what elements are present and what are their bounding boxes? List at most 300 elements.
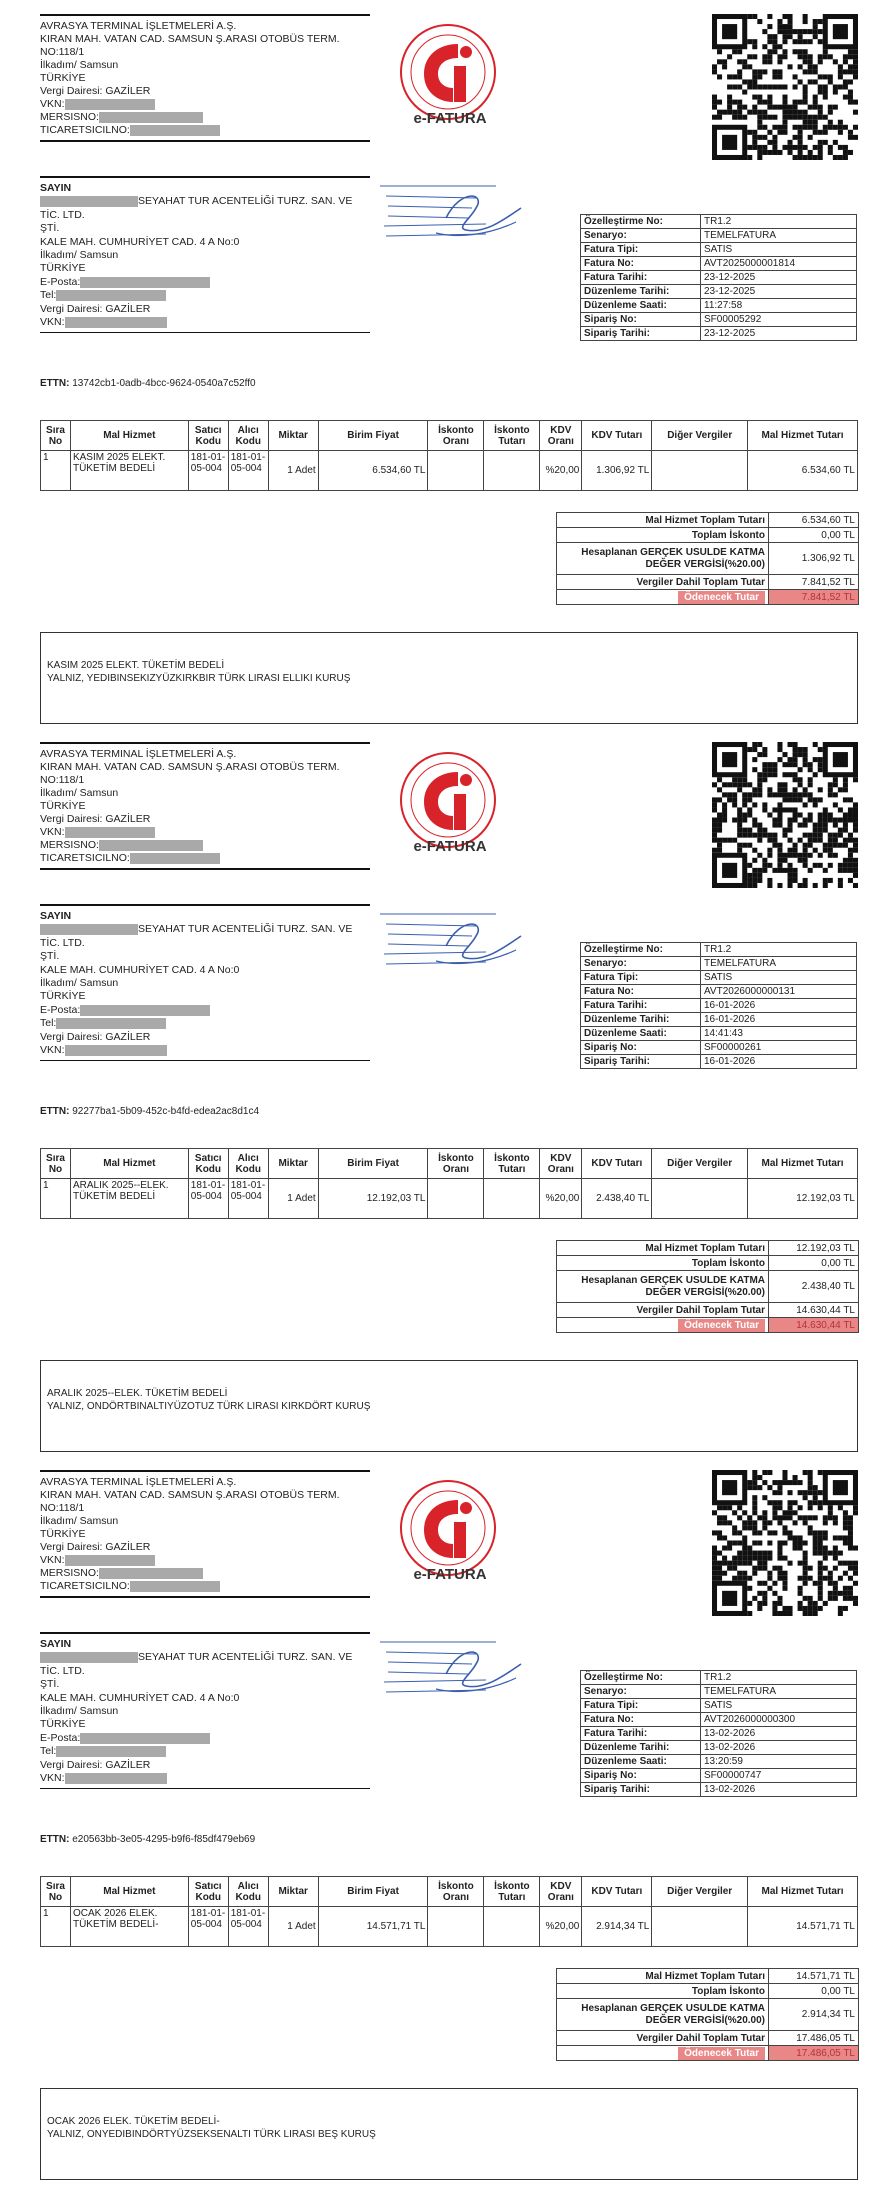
buyer-address: KALE MAH. CUMHURİYET CAD. 4 A No:0 [40, 1691, 240, 1704]
cell-mal-hizmet-tutari: 14.571,71 TL [748, 1907, 858, 1947]
redaction [99, 112, 203, 123]
buyer-name: SEYAHAT TUR ACENTELİĞİ TURZ. SAN. VE TİC. LTD. [40, 195, 353, 221]
invoice-meta-table [580, 214, 857, 341]
buyer-block [40, 1632, 370, 1789]
seller-ticaret-label: TICARETSICILNO: [40, 124, 130, 136]
buyer-vkn-label: VKN: [40, 316, 65, 329]
total-value: 6.534,60 TL [769, 513, 859, 528]
cell-iskonto-orani [428, 1179, 484, 1219]
seller-block [40, 14, 370, 142]
meta-key: Düzenleme Tarihi: [581, 285, 701, 299]
meta-value: 23-12-2025 [701, 285, 857, 299]
cell-mal-hizmet: OCAK 2026 ELEK. TÜKETİM BEDELİ- [70, 1907, 188, 1947]
seller-name: AVRASYA TERMINAL İŞLETMELERİ A.Ş. [40, 20, 237, 32]
meta-key: Senaryo: [581, 1685, 701, 1699]
buyer-block [40, 904, 370, 1061]
cell-iskonto-orani [428, 451, 484, 491]
buyer-country: TÜRKİYE [40, 262, 86, 275]
seller-country: TÜRKİYE [40, 72, 86, 84]
total-label: Mal Hizmet Toplam Tutarı [557, 513, 769, 528]
meta-row [581, 985, 857, 999]
meta-value: SF00000261 [701, 1041, 857, 1055]
column-header: Alıcı Kodu [228, 421, 268, 451]
buyer-city: İlkadım/ Samsun [40, 1705, 119, 1718]
total-value: 0,00 TL [769, 528, 859, 543]
column-header: Satıcı Kodu [188, 1877, 228, 1907]
redaction [65, 1555, 155, 1566]
column-header: İskonto Oranı [428, 1149, 484, 1179]
buyer-name: SEYAHAT TUR ACENTELİĞİ TURZ. SAN. VE TİC. LTD. [40, 1651, 353, 1677]
column-header: İskonto Oranı [428, 1877, 484, 1907]
meta-value: SATIS [701, 971, 857, 985]
redaction [56, 1018, 166, 1029]
items-header-row [41, 421, 858, 451]
qr-code-icon [712, 1470, 858, 1616]
invoice [0, 1456, 894, 2184]
redaction [65, 317, 167, 328]
cell-mal-hizmet: KASIM 2025 ELEKT. TÜKETİM BEDELİ [70, 451, 188, 491]
meta-value: SF00000747 [701, 1769, 857, 1783]
buyer-tax-office: Vergi Dairesi: GAZİLER [40, 1030, 151, 1043]
meta-key: Sipariş No: [581, 313, 701, 327]
meta-key: Fatura No: [581, 257, 701, 271]
totals-row [557, 1318, 859, 1333]
meta-row [581, 285, 857, 299]
buyer-name: SEYAHAT TUR ACENTELİĞİ TURZ. SAN. VE TİC. LTD. [40, 923, 353, 949]
redaction [80, 1005, 210, 1016]
buyer-vkn-label: VKN: [40, 1044, 65, 1057]
column-header: Sıra No [41, 421, 71, 451]
cell-satici-kodu: 181-01-05-004 [188, 1907, 228, 1947]
cell-kdv-tutari: 2.914,34 TL [582, 1907, 652, 1947]
invoice-meta-table [580, 942, 857, 1069]
totals-row [557, 1271, 859, 1303]
column-header: Diğer Vergiler [652, 1877, 748, 1907]
cell-kdv-tutari: 2.438,40 TL [582, 1179, 652, 1219]
buyer-block [40, 176, 370, 333]
column-header: Sıra No [41, 1877, 71, 1907]
meta-value: 13:20:59 [701, 1755, 857, 1769]
totals-row [557, 513, 859, 528]
items-table [40, 1876, 858, 1947]
cell-birim-fiyat: 6.534,60 TL [318, 451, 428, 491]
meta-value: 23-12-2025 [701, 271, 857, 285]
meta-key: Fatura Tarihi: [581, 271, 701, 285]
meta-key: Fatura Tarihi: [581, 999, 701, 1013]
total-value: 14.630,44 TL [769, 1318, 859, 1333]
meta-row [581, 243, 857, 257]
gib-logo-icon [398, 750, 498, 850]
column-header: KDV Oranı [540, 1149, 582, 1179]
column-header: Miktar [268, 421, 318, 451]
total-value: 17.486,05 TL [769, 2046, 859, 2061]
meta-key: Fatura Tipi: [581, 243, 701, 257]
meta-value: TR1.2 [701, 943, 857, 957]
column-header: Birim Fiyat [318, 421, 428, 451]
invoice [0, 728, 894, 1456]
qr-code-icon [712, 14, 858, 160]
total-value: 14.571,71 TL [769, 1969, 859, 1984]
column-header: Sıra No [41, 1149, 71, 1179]
invoice [0, 0, 894, 728]
meta-value: SATIS [701, 1699, 857, 1713]
total-label: Toplam İskonto [557, 1984, 769, 1999]
meta-row [581, 999, 857, 1013]
seller-mersis-label: MERSISNO: [40, 111, 99, 123]
meta-row [581, 215, 857, 229]
table-row [41, 451, 858, 491]
cell-miktar: 1 Adet [268, 451, 318, 491]
buyer-sayin: SAYIN [40, 1638, 72, 1650]
meta-value: TEMELFATURA [701, 1685, 857, 1699]
redaction [80, 277, 210, 288]
column-header: Alıcı Kodu [228, 1877, 268, 1907]
column-header: KDV Oranı [540, 421, 582, 451]
meta-row [581, 1769, 857, 1783]
company-stamp-icon [376, 178, 526, 258]
meta-key: Sipariş No: [581, 1769, 701, 1783]
meta-value: AVT2026000000131 [701, 985, 857, 999]
meta-row [581, 271, 857, 285]
buyer-city: İlkadım/ Samsun [40, 249, 119, 262]
note-box [40, 632, 858, 724]
ettn-line [40, 378, 256, 389]
buyer-tel-label: Tel: [40, 289, 57, 302]
items-header-row [41, 1149, 858, 1179]
totals-row [557, 2031, 859, 2046]
cell-kdv-orani: %20,00 [540, 1907, 582, 1947]
meta-row [581, 1741, 857, 1755]
total-label: Hesaplanan GERÇEK USULDE KATMA DEĞER VERGİSİ(%20.00) [557, 543, 769, 575]
seller-ticaret-label: TICARETSICILNO: [40, 852, 130, 864]
buyer-email-label: E-Posta: [40, 1003, 81, 1016]
seller-tax-office: Vergi Dairesi: GAZİLER [40, 813, 151, 825]
seller-city: İlkadım/ Samsun [40, 1515, 119, 1527]
efatura-title: e-FATURA [413, 1566, 487, 1583]
cell-iskonto-tutari [484, 451, 540, 491]
redaction [56, 290, 166, 301]
cell-sira: 1 [41, 1907, 71, 1947]
ettn-value: 92277ba1-5b09-452c-b4fd-edea2ac8d1c4 [72, 1106, 260, 1117]
redaction [99, 1568, 203, 1579]
total-label: Mal Hizmet Toplam Tutarı [557, 1241, 769, 1256]
column-header: Miktar [268, 1877, 318, 1907]
meta-value: 16-01-2026 [701, 1013, 857, 1027]
note-box [40, 2088, 858, 2180]
cell-iskonto-tutari [484, 1907, 540, 1947]
meta-row [581, 257, 857, 271]
meta-key: Fatura Tarihi: [581, 1727, 701, 1741]
cell-iskonto-tutari [484, 1179, 540, 1219]
seller-city: İlkadım/ Samsun [40, 59, 119, 71]
buyer-email-label: E-Posta: [40, 1731, 81, 1744]
seller-vkn-label: VKN: [40, 1554, 65, 1566]
totals-table [556, 1240, 859, 1333]
totals-row [557, 543, 859, 575]
note-line: KASIM 2025 ELEKT. TÜKETİM BEDELİ [47, 660, 225, 671]
column-header: Mal Hizmet Tutarı [748, 421, 858, 451]
seller-mersis-label: MERSISNO: [40, 1567, 99, 1579]
buyer-name-2: ŞTİ. [40, 950, 60, 963]
column-header: Alıcı Kodu [228, 1149, 268, 1179]
total-value: 17.486,05 TL [769, 2031, 859, 2046]
gib-logo-icon [398, 1478, 498, 1578]
meta-key: Fatura No: [581, 1713, 701, 1727]
seller-country: TÜRKİYE [40, 800, 86, 812]
total-label: Ödenecek Tutar [678, 1319, 765, 1332]
meta-row [581, 327, 857, 341]
buyer-vkn-label: VKN: [40, 1772, 65, 1785]
meta-value: 11:27:58 [701, 299, 857, 313]
seller-tax-office: Vergi Dairesi: GAZİLER [40, 1541, 151, 1553]
column-header: Satıcı Kodu [188, 1149, 228, 1179]
totals-row [557, 1969, 859, 1984]
ettn-label: ETTN: [40, 1106, 70, 1117]
meta-key: Düzenleme Saati: [581, 1027, 701, 1041]
total-label: Hesaplanan GERÇEK USULDE KATMA DEĞER VERGİSİ(%20.00) [557, 1271, 769, 1303]
note-line: ARALIK 2025--ELEK. TÜKETİM BEDELİ [47, 1388, 228, 1399]
meta-row [581, 957, 857, 971]
seller-block [40, 742, 370, 870]
seller-vkn-label: VKN: [40, 826, 65, 838]
meta-key: Özelleştirme No: [581, 1671, 701, 1685]
column-header: İskonto Tutarı [484, 1877, 540, 1907]
meta-value: 13-02-2026 [701, 1783, 857, 1797]
ettn-value: 13742cb1-0adb-4bcc-9624-0540a7c52ff0 [72, 378, 256, 389]
column-header: İskonto Oranı [428, 421, 484, 451]
meta-key: Düzenleme Saati: [581, 299, 701, 313]
meta-row [581, 1041, 857, 1055]
total-label: Vergiler Dahil Toplam Tutar [557, 575, 769, 590]
meta-value: AVT2025000001814 [701, 257, 857, 271]
redaction [56, 1746, 166, 1757]
meta-key: Senaryo: [581, 229, 701, 243]
ettn-label: ETTN: [40, 378, 70, 389]
seller-name: AVRASYA TERMINAL İŞLETMELERİ A.Ş. [40, 1476, 237, 1488]
table-row [41, 1179, 858, 1219]
redaction [40, 924, 138, 935]
meta-row [581, 313, 857, 327]
cell-kdv-orani: %20,00 [540, 1179, 582, 1219]
seller-country: TÜRKİYE [40, 1528, 86, 1540]
meta-value: 23-12-2025 [701, 327, 857, 341]
meta-row [581, 1027, 857, 1041]
total-value: 1.306,92 TL [769, 543, 859, 575]
gib-logo-icon [398, 22, 498, 122]
total-label: Ödenecek Tutar [678, 591, 765, 604]
meta-value: 16-01-2026 [701, 999, 857, 1013]
buyer-country: TÜRKİYE [40, 1718, 86, 1731]
efatura-title: e-FATURA [413, 110, 487, 127]
buyer-address: KALE MAH. CUMHURİYET CAD. 4 A No:0 [40, 963, 240, 976]
seller-address: KIRAN MAH. VATAN CAD. SAMSUN Ş.ARASI OTOBÜS TERM. [40, 761, 340, 773]
seller-mersis-label: MERSISNO: [40, 839, 99, 851]
column-header: Mal Hizmet [70, 421, 188, 451]
cell-diger-vergiler [652, 1179, 748, 1219]
items-table [40, 420, 858, 491]
seller-city: İlkadım/ Samsun [40, 787, 119, 799]
total-label: Vergiler Dahil Toplam Tutar [557, 1303, 769, 1318]
column-header: KDV Tutarı [582, 421, 652, 451]
total-label: Mal Hizmet Toplam Tutarı [557, 1969, 769, 1984]
total-value: 0,00 TL [769, 1256, 859, 1271]
cell-birim-fiyat: 14.571,71 TL [318, 1907, 428, 1947]
ettn-line [40, 1106, 259, 1117]
total-value: 7.841,52 TL [769, 575, 859, 590]
meta-value: TR1.2 [701, 1671, 857, 1685]
buyer-tel-label: Tel: [40, 1745, 57, 1758]
seller-tax-office: Vergi Dairesi: GAZİLER [40, 85, 151, 97]
seller-address: KIRAN MAH. VATAN CAD. SAMSUN Ş.ARASI OTOBÜS TERM. [40, 1489, 340, 1501]
cell-birim-fiyat: 12.192,03 TL [318, 1179, 428, 1219]
column-header: Birim Fiyat [318, 1149, 428, 1179]
meta-row [581, 1013, 857, 1027]
totals-row [557, 528, 859, 543]
meta-value: SF00005292 [701, 313, 857, 327]
seller-address-2: NO:118/1 [40, 774, 85, 786]
buyer-name-2: ŞTİ. [40, 1678, 60, 1691]
column-header: KDV Tutarı [582, 1877, 652, 1907]
totals-row [557, 1241, 859, 1256]
column-header: KDV Tutarı [582, 1149, 652, 1179]
buyer-email-label: E-Posta: [40, 275, 81, 288]
meta-value: TEMELFATURA [701, 229, 857, 243]
redaction [65, 1773, 167, 1784]
redaction [130, 125, 220, 136]
meta-key: Sipariş No: [581, 1041, 701, 1055]
column-header: Birim Fiyat [318, 1877, 428, 1907]
totals-table [556, 1968, 859, 2061]
redaction [130, 1581, 220, 1592]
total-label: Hesaplanan GERÇEK USULDE KATMA DEĞER VERGİSİ(%20.00) [557, 1999, 769, 2031]
cell-miktar: 1 Adet [268, 1179, 318, 1219]
total-label: Vergiler Dahil Toplam Tutar [557, 2031, 769, 2046]
cell-alici-kodu: 181-01-05-004 [228, 451, 268, 491]
column-header: Satıcı Kodu [188, 421, 228, 451]
table-row [41, 1907, 858, 1947]
totals-row [557, 575, 859, 590]
redaction [65, 1045, 167, 1056]
company-stamp-icon [376, 906, 526, 986]
totals-table [556, 512, 859, 605]
ettn-label: ETTN: [40, 1834, 70, 1845]
cell-diger-vergiler [652, 451, 748, 491]
column-header: İskonto Tutarı [484, 421, 540, 451]
redaction [130, 853, 220, 864]
meta-row [581, 1713, 857, 1727]
seller-address: KIRAN MAH. VATAN CAD. SAMSUN Ş.ARASI OTOBÜS TERM. [40, 33, 340, 45]
totals-row [557, 1256, 859, 1271]
meta-key: Düzenleme Tarihi: [581, 1013, 701, 1027]
total-label: Toplam İskonto [557, 528, 769, 543]
column-header: Diğer Vergiler [652, 1149, 748, 1179]
ettn-line [40, 1834, 255, 1845]
meta-value: TR1.2 [701, 215, 857, 229]
meta-key: Sipariş Tarihi: [581, 327, 701, 341]
buyer-tax-office: Vergi Dairesi: GAZİLER [40, 1758, 151, 1771]
totals-row [557, 2046, 859, 2061]
meta-row [581, 1783, 857, 1797]
redaction [99, 840, 203, 851]
meta-key: Sipariş Tarihi: [581, 1783, 701, 1797]
meta-value: 14:41:43 [701, 1027, 857, 1041]
meta-row [581, 971, 857, 985]
note-line: OCAK 2026 ELEK. TÜKETİM BEDELİ- [47, 2116, 220, 2127]
total-label: Toplam İskonto [557, 1256, 769, 1271]
meta-key: Senaryo: [581, 957, 701, 971]
items-table [40, 1148, 858, 1219]
meta-row [581, 943, 857, 957]
buyer-tax-office: Vergi Dairesi: GAZİLER [40, 302, 151, 315]
seller-ticaret-label: TICARETSICILNO: [40, 1580, 130, 1592]
meta-row [581, 229, 857, 243]
note-amount-words: YALNIZ, ONDÖRTBINALTIYÜZOTUZ TÜRK LIRASI KIRKDÖRT KURUŞ [47, 1401, 371, 1412]
buyer-sayin: SAYIN [40, 182, 72, 194]
cell-kdv-orani: %20,00 [540, 451, 582, 491]
cell-satici-kodu: 181-01-05-004 [188, 1179, 228, 1219]
invoice-meta-table [580, 1670, 857, 1797]
seller-address-2: NO:118/1 [40, 1502, 85, 1514]
column-header: İskonto Tutarı [484, 1149, 540, 1179]
total-value: 2.914,34 TL [769, 1999, 859, 2031]
qr-code-icon [712, 742, 858, 888]
seller-vkn-label: VKN: [40, 98, 65, 110]
buyer-address: KALE MAH. CUMHURİYET CAD. 4 A No:0 [40, 235, 240, 248]
totals-row [557, 1303, 859, 1318]
meta-value: 13-02-2026 [701, 1727, 857, 1741]
cell-sira: 1 [41, 1179, 71, 1219]
meta-key: Fatura No: [581, 985, 701, 999]
totals-row [557, 1999, 859, 2031]
ettn-value: e20563bb-3e05-4295-b9f6-f85df479eb69 [72, 1834, 256, 1845]
buyer-city: İlkadım/ Samsun [40, 977, 119, 990]
seller-block [40, 1470, 370, 1598]
buyer-country: TÜRKİYE [40, 990, 86, 1003]
buyer-tel-label: Tel: [40, 1017, 57, 1030]
column-header: Diğer Vergiler [652, 421, 748, 451]
seller-name: AVRASYA TERMINAL İŞLETMELERİ A.Ş. [40, 748, 237, 760]
redaction [40, 196, 138, 207]
note-box [40, 1360, 858, 1452]
items-header-row [41, 1877, 858, 1907]
note-amount-words: YALNIZ, YEDIBINSEKIZYÜZKIRKBIR TÜRK LIRASI ELLIKI KURUŞ [47, 673, 351, 684]
redaction [80, 1733, 210, 1744]
cell-kdv-tutari: 1.306,92 TL [582, 451, 652, 491]
total-value: 7.841,52 TL [769, 590, 859, 605]
meta-row [581, 1755, 857, 1769]
cell-satici-kodu: 181-01-05-004 [188, 451, 228, 491]
meta-value: 13-02-2026 [701, 1741, 857, 1755]
cell-alici-kodu: 181-01-05-004 [228, 1907, 268, 1947]
cell-alici-kodu: 181-01-05-004 [228, 1179, 268, 1219]
meta-key: Fatura Tipi: [581, 971, 701, 985]
meta-row [581, 1685, 857, 1699]
seller-address-2: NO:118/1 [40, 46, 85, 58]
meta-key: Özelleştirme No: [581, 215, 701, 229]
column-header: Mal Hizmet Tutarı [748, 1877, 858, 1907]
meta-key: Sipariş Tarihi: [581, 1055, 701, 1069]
meta-value: TEMELFATURA [701, 957, 857, 971]
redaction [65, 827, 155, 838]
cell-sira: 1 [41, 451, 71, 491]
redaction [40, 1652, 138, 1663]
cell-mal-hizmet-tutari: 6.534,60 TL [748, 451, 858, 491]
buyer-sayin: SAYIN [40, 910, 72, 922]
cell-mal-hizmet: ARALIK 2025--ELEK. TÜKETİM BEDELİ [70, 1179, 188, 1219]
meta-key: Düzenleme Tarihi: [581, 1741, 701, 1755]
meta-value: SATIS [701, 243, 857, 257]
column-header: Mal Hizmet [70, 1877, 188, 1907]
